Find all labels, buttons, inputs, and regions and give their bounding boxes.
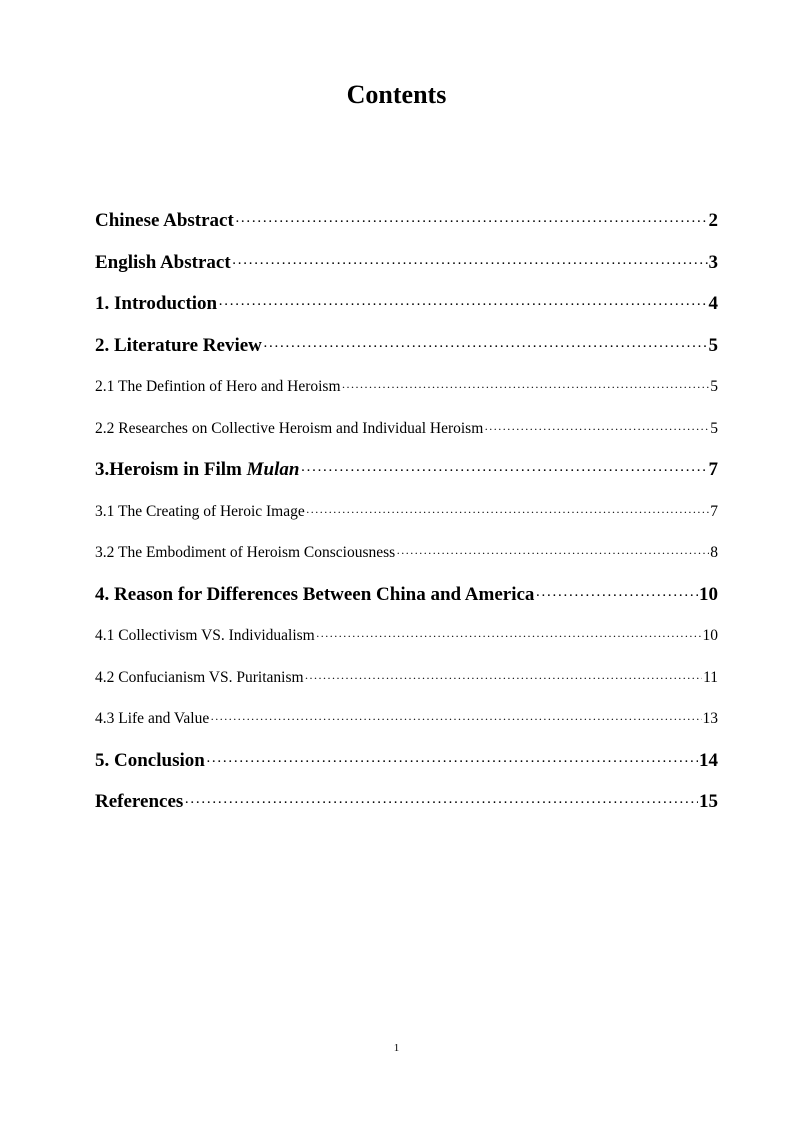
toc-entry-english-abstract[interactable] [95, 247, 718, 289]
toc-entry-references[interactable] [95, 786, 718, 828]
toc-entry-title: 2.2 Researches on Collective Heroism and Individual Heroism [95, 419, 484, 437]
toc-entry-title: References [95, 791, 184, 812]
dot-leader [306, 496, 710, 528]
dot-leader [484, 413, 709, 445]
toc-entry-4-3[interactable] [95, 703, 718, 745]
toc-entry-page: 15 [699, 791, 718, 812]
toc-entry-title: Chinese Abstract [95, 210, 234, 231]
table-of-contents [95, 205, 718, 828]
dot-leader [300, 455, 707, 487]
dot-leader [210, 703, 701, 735]
dot-leader [263, 331, 708, 363]
toc-entry-title: English Abstract [95, 251, 231, 273]
page-number: 1 [393, 1042, 400, 1054]
toc-entry-title: 2.1 The Defintion of Hero and Heroism [95, 378, 341, 395]
dot-leader [218, 289, 707, 321]
dot-leader [535, 580, 698, 612]
toc-entry-3-1[interactable] [95, 496, 718, 538]
toc-entry-conclusion[interactable] [95, 745, 718, 787]
toc-entry-3-2[interactable] [95, 537, 718, 579]
toc-entry-chinese-abstract[interactable] [95, 205, 718, 247]
toc-entry-heroism-in-film-mulan[interactable] [95, 454, 718, 496]
dot-leader [316, 620, 702, 652]
toc-entry-2-1[interactable] [95, 371, 718, 413]
dot-leader [235, 206, 708, 238]
toc-entry-page: 11 [703, 668, 718, 686]
toc-entry-page: 4 [708, 293, 718, 314]
dot-leader [206, 746, 698, 778]
toc-entry-title: 4.1 Collectivism VS. Individualism [95, 627, 315, 644]
page-title: Contents [346, 80, 447, 109]
toc-entry-page: 8 [710, 544, 718, 561]
toc-entry-title: 4.3 Life and Value [95, 710, 210, 727]
toc-entry-title-prefix: 3.Heroism in Film [95, 459, 247, 480]
toc-entry-2-2[interactable] [95, 413, 718, 455]
film-title-italic: Mulan [246, 459, 300, 480]
toc-entry-title: 1. Introduction [95, 293, 218, 314]
toc-entry-4-2[interactable] [95, 662, 718, 704]
toc-entry-page: 10 [702, 627, 718, 644]
toc-entry-page: 2 [708, 210, 718, 231]
toc-entry-title: 4. Reason for Differences Between China and America [95, 583, 535, 605]
toc-entry-title: 4.2 Confucianism VS. Puritanism [95, 668, 304, 686]
toc-entry-page: 7 [710, 502, 718, 520]
toc-entry-title: 3.1 The Creating of Heroic Image [95, 502, 305, 520]
toc-entry-page: 13 [702, 710, 718, 727]
toc-entry-introduction[interactable] [95, 288, 718, 330]
toc-entry-literature-review[interactable] [95, 330, 718, 372]
toc-entry-page: 3 [708, 251, 718, 273]
toc-entry-title [95, 454, 299, 486]
toc-entry-page: 5 [708, 334, 718, 356]
toc-entry-title: 5. Conclusion [95, 749, 205, 771]
toc-entry-reason-for-differences[interactable] [95, 579, 718, 621]
toc-entry-page: 14 [699, 749, 718, 771]
toc-entry-title: 2. Literature Review [95, 334, 262, 356]
dot-leader [396, 537, 709, 569]
dot-leader [305, 662, 703, 694]
toc-entry-page: 7 [708, 459, 718, 480]
dot-leader [184, 787, 698, 819]
dot-leader [232, 248, 708, 280]
toc-entry-page: 10 [699, 583, 718, 605]
toc-entry-page: 5 [710, 378, 718, 395]
dot-leader [342, 371, 710, 403]
toc-entry-title: 3.2 The Embodiment of Heroism Consciousness [95, 544, 396, 561]
toc-entry-4-1[interactable] [95, 620, 718, 662]
toc-entry-page: 5 [710, 419, 718, 437]
